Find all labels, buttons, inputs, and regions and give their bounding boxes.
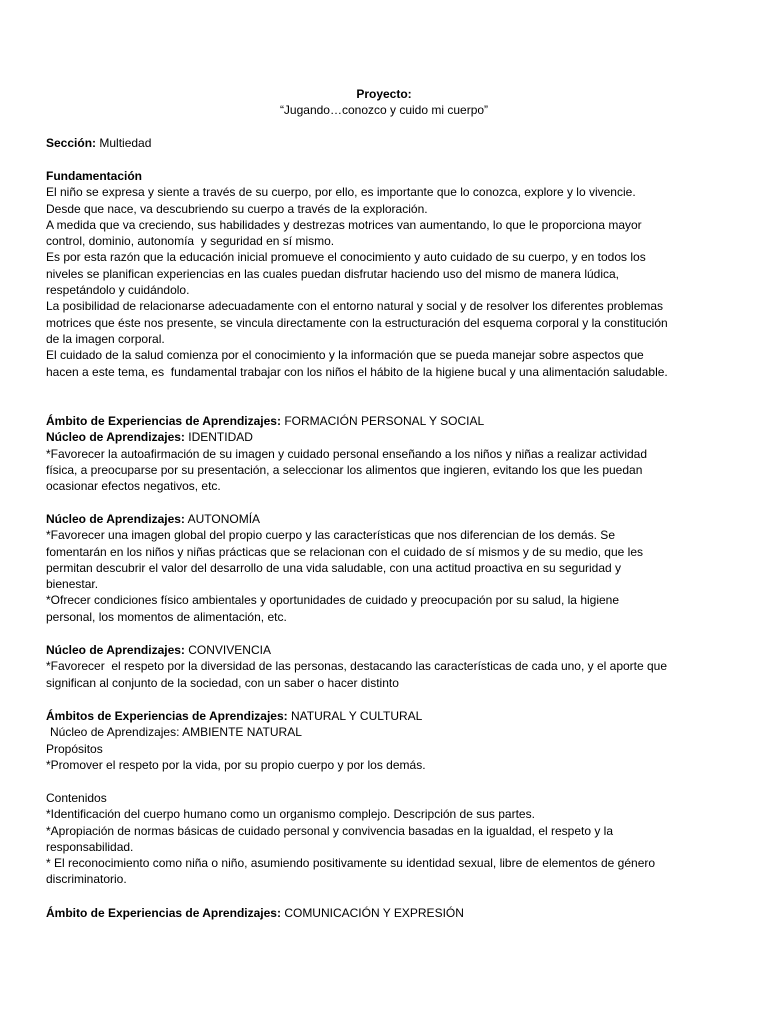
autonomia-line: personal, los momentos de alimentación, etc. (46, 609, 287, 624)
nucleo-value: IDENTIDAD (188, 430, 253, 445)
nucleo-label: Núcleo de Aprendizajes: (46, 430, 185, 445)
title-block (0, 86, 768, 119)
section-label: Sección: (46, 136, 97, 150)
autonomia-line: fomentarán en los niños y niñas prácticas que se relacionan con el cuidado de sí mismos y de su medio, que les (46, 544, 643, 559)
ambito-value: COMUNICACIÓN Y EXPRESIÓN (284, 906, 464, 920)
ambito-label: Ámbito de Experiencias de Aprendizajes: (46, 414, 281, 428)
project-subtitle: “Jugando…conozco y cuido mi cuerpo” (279, 103, 489, 118)
propositos-heading: Propósitos (46, 741, 103, 756)
autonomia-line: bienestar. (46, 577, 99, 592)
ambito-natural-block (46, 708, 722, 773)
fundamentacion-line: El cuidado de la salud comienza por el conocimiento y la información que se pueda manejar sobre aspectos que (46, 348, 644, 363)
propositos-line: *Promover el respeto por la vida, por su propio cuerpo y por los demás. (46, 757, 426, 772)
fundamentacion-line: hacen a este tema, es fundamental trabajar con los niños el hábito de la higiene bucal y una alimentación saludable. (46, 364, 668, 379)
convivencia-block (46, 642, 722, 691)
convivencia-line: significan al conjunto de la sociedad, con un saber o hacer distinto (46, 675, 399, 690)
autonomia-line: permitan descubrir el valor del desarrollo de una vida saludable, con una actitud proactiva en su seguridad y (46, 560, 622, 575)
fundamentacion-block (46, 168, 722, 380)
fundamentacion-line: A medida que va creciendo, sus habilidades y destrezas motrices van aumentando, lo que le proporciona mayor (46, 217, 642, 232)
nucleo-value: CONVIVENCIA (188, 643, 271, 657)
section-line (46, 135, 722, 151)
contenidos-heading: Contenidos (46, 791, 107, 805)
identidad-line: ocasionar efectos negativos, etc. (46, 479, 221, 494)
fundamentacion-heading: Fundamentación (46, 169, 143, 183)
autonomia-block (46, 511, 722, 625)
ambito-comunicacion-block (46, 905, 722, 921)
nucleo-value: AUTONOMÍA (187, 512, 261, 526)
fundamentacion-line: control, dominio, autonomía y seguridad en sí mismo. (46, 234, 335, 249)
identidad-line: *Favorecer la autoafirmación de su imagen y cuidado personal enseñando a los niños y niñas a realizar actividad (46, 446, 648, 461)
section-value: Multiedad (99, 136, 152, 150)
project-heading: Proyecto: (356, 87, 412, 101)
contenidos-line: discriminatorio. (46, 872, 127, 887)
fundamentacion-line: niveles se planifican experiencias en las cuales puedan disfrutar haciendo uso del mismo de manera lúdica, (46, 266, 619, 281)
contenidos-line: *Apropiación de normas básicas de cuidado personal y convivencia basadas en la igualdad, el respeto y la (46, 823, 614, 838)
fundamentacion-line: La posibilidad de relacionarse adecuadamente con el entorno natural y social y de resolver los diferentes problemas (46, 299, 664, 314)
ambito-formacion-block (46, 413, 722, 494)
nucleo-label: Núcleo de Aprendizajes: (46, 512, 185, 526)
contenidos-block (46, 790, 722, 888)
ambito-label: Ámbitos de Experiencias de Aprendizajes: (46, 709, 288, 723)
fundamentacion-line: Es por esta razón que la educación inicial promueve el conocimiento y auto cuidado de su cuerpo, y en todos los (46, 250, 646, 265)
autonomia-line: *Ofrecer condiciones físico ambientales y oportunidades de cuidado y preocupación por su salud, la higiene (46, 593, 620, 608)
nucleo-label: Núcleo de Aprendizajes: (46, 643, 185, 657)
nucleo-ambiente-natural: Núcleo de Aprendizajes: AMBIENTE NATURAL (50, 725, 302, 740)
ambito-value: FORMACIÓN PERSONAL Y SOCIAL (284, 414, 485, 428)
fundamentacion-line: motrices que éste nos presente, se vincula directamente con la estructuración del esquema corporal y la constitución (46, 315, 668, 330)
fundamentacion-line: respetándolo y cuidándolo. (46, 283, 190, 298)
contenidos-line: * El reconocimiento como niña o niño, asumiendo positivamente su identidad sexual, libre de elementos de género (46, 856, 656, 871)
identidad-line: física, a preocuparse por su presentación, a seleccionar los alimentos que ingieren, evitando los que les puedan (46, 462, 643, 477)
convivencia-line: *Favorecer el respeto por la diversidad de las personas, destacando las características de cada uno, y el aporte que (46, 659, 668, 674)
autonomia-line: *Favorecer una imagen global del propio cuerpo y las características que nos diferencian de los demás. Se (46, 528, 615, 543)
fundamentacion-line: de la imagen corporal. (46, 331, 165, 346)
contenidos-line: *Identificación del cuerpo humano como un organismo complejo. Descripción de sus partes. (46, 807, 535, 822)
ambito-label: Ámbito de Experiencias de Aprendizajes: (46, 906, 281, 920)
ambito-value: NATURAL Y CULTURAL (290, 709, 423, 723)
contenidos-line: responsabilidad. (46, 839, 134, 854)
fundamentacion-line: Desde que nace, va descubriendo su cuerpo a través de la exploración. (46, 201, 428, 216)
fundamentacion-line: El niño se expresa y siente a través de su cuerpo, por ello, es importante que lo conozca, explore y lo vivencie. (46, 185, 636, 200)
